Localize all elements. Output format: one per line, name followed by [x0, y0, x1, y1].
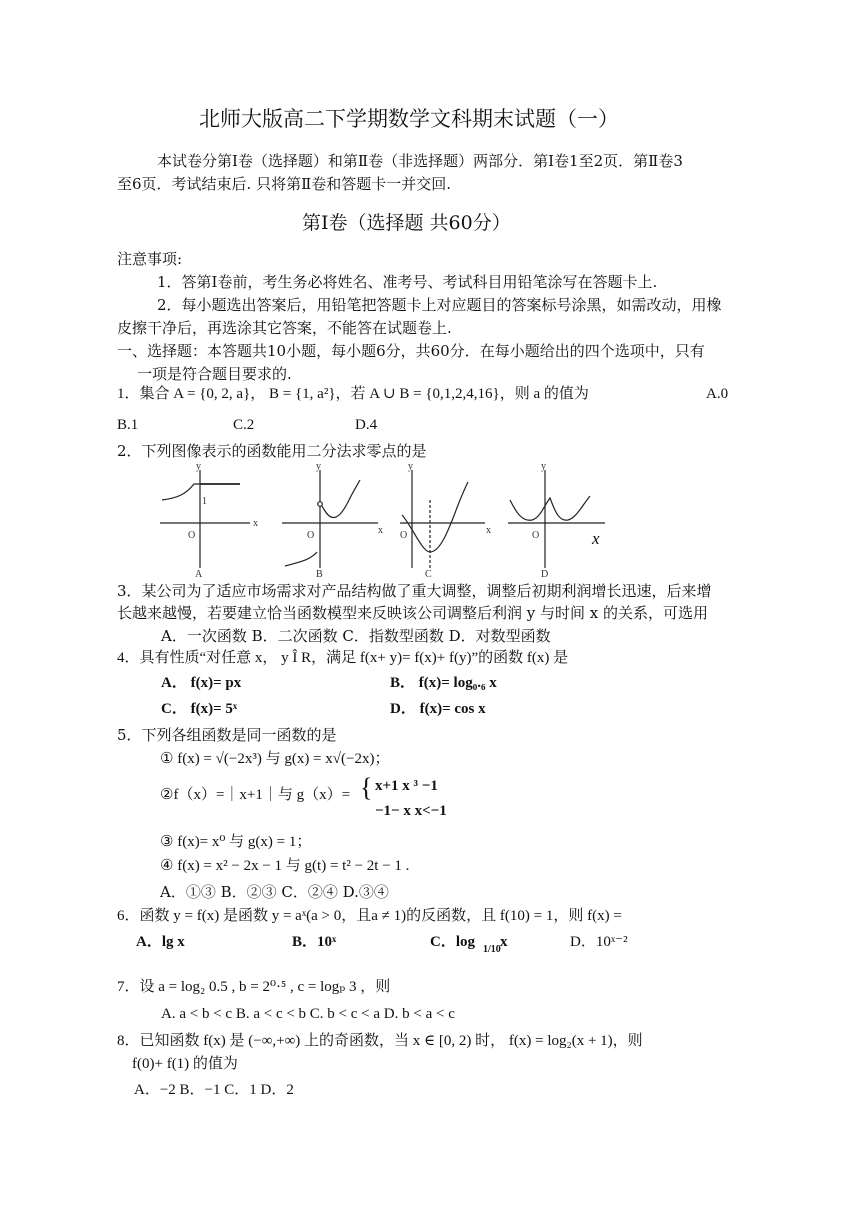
- graph-c-origin: O: [400, 530, 408, 541]
- intro-line-1: 本试卷分第Ⅰ卷（选择题）和第Ⅱ卷（非选择题）两部分．第Ⅰ卷1至2页．第Ⅱ卷3: [157, 152, 683, 170]
- graph-b-label: B: [316, 569, 323, 578]
- q4-text: 4．具有性质“对任意 x， y Î R，满足 f(x+ y)= f(x)+ f(y)”的函数 f(x) 是: [117, 650, 569, 666]
- graph-b-origin: O: [307, 530, 315, 541]
- q5-item-1: ① f(x) = √(−2x³) 与 g(x) = x√(−2x)；: [160, 751, 390, 767]
- graph-a-origin: O: [188, 530, 196, 541]
- q8-line-2: f(0)+ f(1) 的值为: [132, 1056, 238, 1072]
- note-2a: 2．每小题选出答案后，用铅笔把答题卡上对应题目的答案标号涂黑，如需改动，用橡: [157, 296, 722, 314]
- q5-item-2-left: ②f（x）=｜x+1｜与 g（x）=: [160, 787, 351, 803]
- q6-option-d: D．10ˣ⁻²: [570, 934, 628, 950]
- note-2b: 皮擦干净后，再选涂其它答案，不能答在试题卷上.: [117, 319, 452, 337]
- q1-text: 1．集合 A = {0, 2, a}， B = {1, a²}，若 A ∪ B = {0,1,2,4,16}，则 a 的值为: [117, 386, 589, 402]
- q2-graphs: [150, 460, 620, 578]
- q3-line-1: 3．某公司为了适应市场需求对产品结构做了重大调整，调整后初期利润增长迅速，后来增: [117, 582, 712, 600]
- q4-option-c: C． f(x)= 5ˣ: [161, 701, 238, 717]
- graph-d-label: D: [541, 569, 549, 578]
- q4-option-d: D． f(x)= cos x: [390, 701, 486, 717]
- q5-item-4: ④ f(x) = x² − 2x − 1 与 g(t) = t² − 2t − 1 .: [160, 858, 410, 874]
- q3-line-2: 长越来越慢，若要建立恰当函数模型来反映该公司调整后利润 y 与时间 x 的关系，可选用: [117, 604, 709, 622]
- note-1: 1．答第Ⅰ卷前，考生务必将姓名、准考号、考试科目用铅笔涂写在答题卡上.: [157, 273, 658, 291]
- q4-option-a: A． f(x)= px: [161, 675, 242, 691]
- intro-line-2: 至6页．考试结束后. 只将第Ⅱ卷和答题卡一并交回.: [117, 175, 452, 193]
- q6-option-b: B．10ˣ: [292, 934, 337, 950]
- q5-item-2-brace: {: [360, 773, 373, 802]
- part1-line-2: 一项是符合题目要求的.: [137, 365, 292, 383]
- q6-text: 6．函数 y = f(x) 是函数 y = aˣ(a > 0，且a ≠ 1)的反函数，且 f(10) = 1，则 f(x) =: [117, 908, 622, 924]
- q1-option-d: D.4: [355, 417, 378, 433]
- graph-c-x-label: x: [486, 525, 491, 536]
- q7-options: A. a < b < c B. a < c < b C. b < c < a D. b < a < c: [161, 1006, 455, 1022]
- graph-d-origin: O: [532, 530, 540, 541]
- page-title: 北师大版高二下学期数学文科期末试题（一）: [199, 107, 619, 131]
- graph-c-label: C: [425, 569, 432, 578]
- part1-line-1: 一、选择题：本答题共10小题，每小题6分，共60分．在每小题给出的四个选项中，只有: [117, 342, 705, 360]
- q5-item-2-case-2: −1− x x<−1: [375, 803, 447, 819]
- q4-option-b: B． f(x)= log₀.₆ x: [390, 675, 497, 691]
- q7-text: 7．设 a = log₂ 0.5 , b = 2⁰·⁵ , c = logₚ 3 ，则: [117, 979, 391, 995]
- graph-d-y-label: y: [541, 461, 546, 472]
- q8-line-1: 8．已知函数 f(x) 是 (−∞,+∞) 上的奇函数，当 x ∈ [0, 2) 时， f(x) = log₂(x + 1)，则: [117, 1033, 643, 1049]
- q3-options: A．一次函数 B．二次函数 C．指数型函数 D．对数型函数: [161, 627, 551, 645]
- graph-c-y-label: y: [408, 461, 413, 472]
- notes-heading: 注意事项:: [117, 250, 183, 268]
- q5-item-2-case-1: x+1 x ³ −1: [375, 778, 438, 794]
- graph-b-x-label: x: [378, 525, 383, 536]
- q5-item-3: ③ f(x)= x⁰ 与 g(x) = 1；: [160, 834, 312, 850]
- graph-a-one-label: 1: [202, 496, 207, 507]
- q6-option-c-base: 1/10: [483, 944, 501, 955]
- q6-option-c-var: x: [500, 934, 508, 950]
- q2-text: 2．下列图像表示的函数能用二分法求零点的是: [117, 442, 427, 460]
- graph-b-y-label: y: [316, 461, 321, 472]
- q5-text: 5．下列各组函数是同一函数的是: [117, 726, 337, 744]
- graph-d-x-label: x: [592, 529, 600, 548]
- q1-option-c: C.2: [233, 417, 255, 433]
- q6-option-a: A．lg x: [136, 934, 185, 950]
- q1-option-b: B.1: [117, 417, 139, 433]
- graph-a-x-label: x: [253, 518, 258, 529]
- q1-option-a: A.0: [706, 386, 729, 402]
- graph-a-y-label: y: [196, 461, 201, 472]
- q5-options: A．①③ B．②③ C．②④ D.③④: [160, 883, 389, 901]
- q6-option-c: C．log: [430, 934, 476, 950]
- graph-a-label: A: [195, 569, 203, 578]
- section-heading: 第Ⅰ卷（选择题 共60分）: [302, 212, 511, 234]
- q8-options: A．−2 B．−1 C．1 D．2: [134, 1082, 294, 1098]
